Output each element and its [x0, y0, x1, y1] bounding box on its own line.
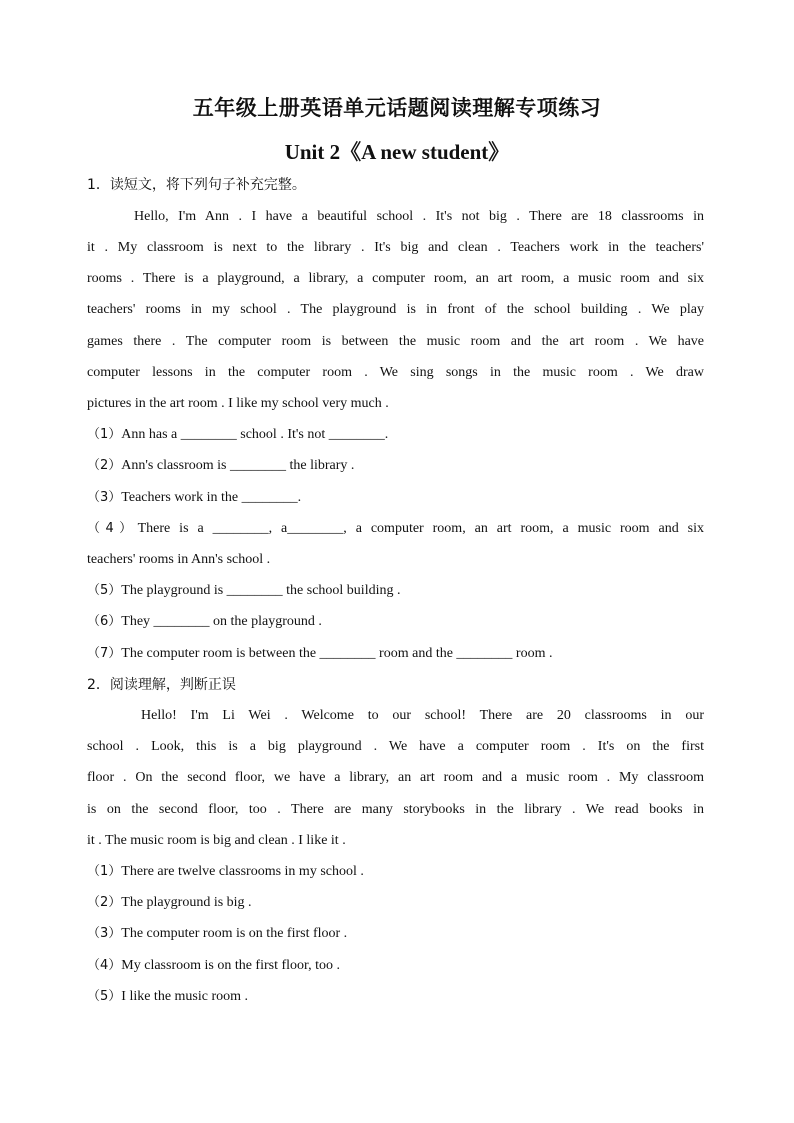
question-item [87, 612, 704, 632]
passage-line: pictures in the art room . I like my school very much . [87, 396, 389, 411]
question-item [87, 456, 704, 476]
question-number: （1） [87, 427, 122, 442]
question-number: （7） [87, 646, 122, 661]
section2-heading: 2．阅读理解，判断正误 [87, 677, 236, 693]
passage-line: is on the second floor, too . There are many storybooks in the library . We read books in [87, 802, 704, 817]
question-text: Ann's classroom is ________ the library . [121, 458, 355, 473]
question-text: I like the music room . [121, 989, 249, 1004]
question-item [87, 893, 704, 913]
question-number: （1） [87, 864, 122, 879]
question-number: （4） [87, 521, 138, 536]
passage-line: Hello! I'm Li Wei . Welcome to our school! There are 20 classrooms in our [141, 708, 704, 723]
passage-line: Hello, I'm Ann . I have a beautiful school . It's not big . There are 18 classrooms in [134, 209, 704, 224]
question-number: （2） [87, 458, 122, 473]
question-text: They ________ on the playground . [121, 614, 322, 629]
question-item [87, 581, 704, 601]
passage-line: teachers' rooms in my school . The playground is in front of the school building . We play [87, 302, 704, 317]
question-item [87, 425, 704, 445]
passage-line: floor . On the second floor, we have a library, an art room and a music room . My classroom [87, 770, 704, 785]
passage-line: it . The music room is big and clean . I like it . [87, 833, 346, 848]
question-number: （2） [87, 895, 122, 910]
question-text: Teachers work in the ________. [121, 490, 302, 505]
question-number: （4） [87, 958, 122, 973]
section1-heading: 1．读短文，将下列句子补充完整。 [87, 177, 306, 193]
question-number: （5） [87, 583, 122, 598]
question-text: The computer room is on the first floor . [121, 926, 348, 941]
question-text: My classroom is on the first floor, too . [121, 958, 341, 973]
question-text: The computer room is between the ________ room and the ________ room . [121, 646, 553, 661]
question-number: （5） [87, 989, 122, 1004]
question-text: The playground is ________ the school building . [121, 583, 401, 598]
question-number: （3） [87, 926, 122, 941]
question-text: The playground is big . [121, 895, 252, 910]
page-title: 五年级上册英语单元话题阅读理解专项练习 [192, 96, 602, 120]
question-item [87, 488, 704, 508]
question-item [87, 924, 704, 944]
question-item [87, 550, 704, 570]
unit-subtitle: Unit 2《A new student》 [284, 140, 510, 164]
question-text: There is a ________, a________, a computer room, an art room, a music room and six [137, 521, 704, 536]
passage-line: games there . The computer room is between the music room and the art room . We have [87, 334, 704, 349]
question-number: （3） [87, 490, 122, 505]
passage-line: school . Look, this is a big playground . We have a computer room . It's on the first [87, 739, 704, 754]
question-item [87, 519, 704, 539]
passage-line: computer lessons in the computer room . We sing songs in the music room . We draw [87, 365, 704, 380]
question-text: teachers' rooms in Ann's school . [87, 552, 271, 567]
passage-line: it . My classroom is next to the library . It's big and clean . Teachers work in the teachers' [87, 240, 704, 255]
question-item [87, 862, 704, 882]
question-text: Ann has a ________ school . It's not ________. [121, 427, 389, 442]
question-item [87, 987, 704, 1007]
passage-line: rooms . There is a playground, a library, a computer room, an art room, a music room and six [87, 271, 704, 286]
question-item [87, 956, 704, 976]
question-item [87, 644, 704, 664]
question-number: （6） [87, 614, 122, 629]
question-text: There are twelve classrooms in my school . [121, 864, 364, 879]
